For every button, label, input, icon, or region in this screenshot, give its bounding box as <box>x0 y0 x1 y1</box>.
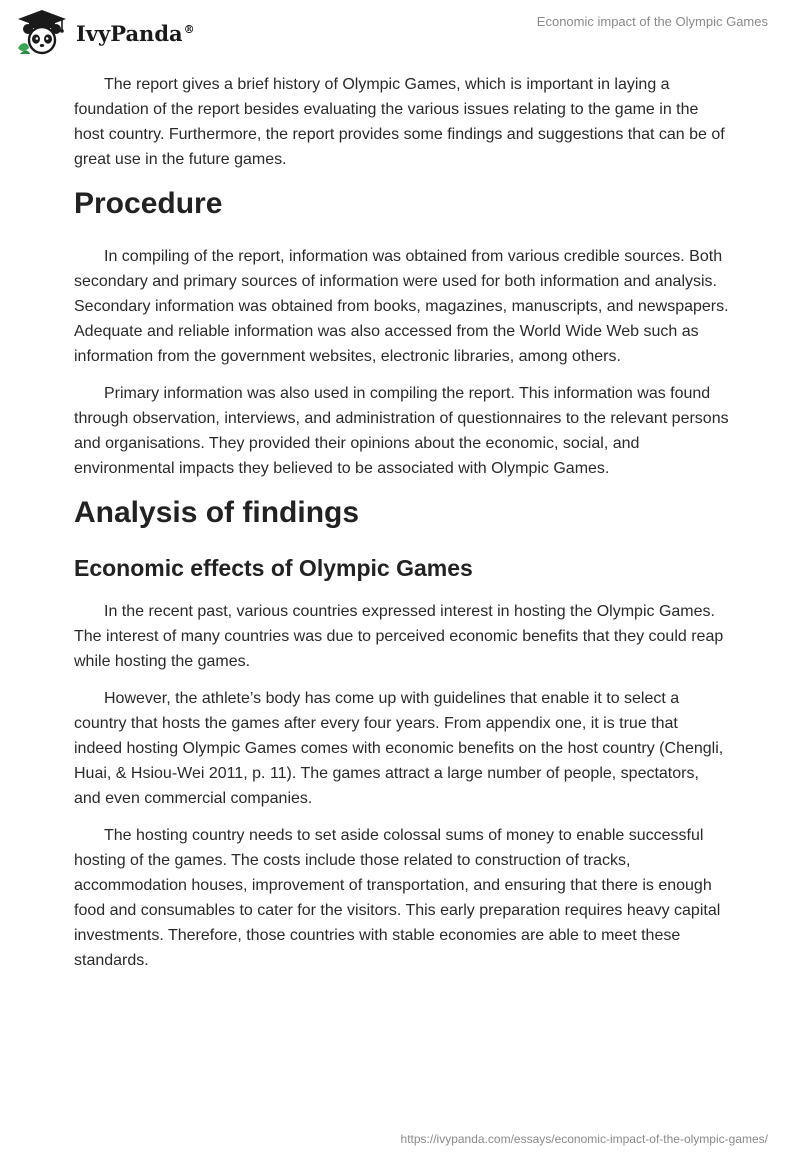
registered-mark: ® <box>183 22 195 36</box>
analysis-paragraph: The hosting country needs to set aside colossal sums of money to enable successful hosting of the games. The costs include those related to construction of tracks, accommodation houses, improvement of transportation, and ensuring that there is enough food and consumables to cater for the visitors. This early preparation requires heavy capital investments. Therefore, those countries with stable economies are able to meet these standards. <box>74 827 721 969</box>
brand-text: IvyPanda <box>76 20 183 46</box>
intro-paragraph: The report gives a brief history of Olympic Games, which is important in laying a foundation of the report besides evaluating the various issues relating to the game in the host country. Furthermore, the report provides some findings and suggestions that can be of great use in the future games. <box>74 76 725 168</box>
procedure-paragraph: Primary information was also used in compiling the report. This information was found through observation, interviews, and administration of questionnaires to the relevant persons and organisations. They provided their opinions about the economic, social, and environmental impacts they believed to be associated with Olympic Games. <box>74 385 729 477</box>
section-heading-procedure: Procedure <box>74 187 223 220</box>
section-heading-analysis: Analysis of findings <box>74 496 360 529</box>
document-title: Economic impact of the Olympic Games <box>536 14 768 29</box>
panda-graduate-icon <box>14 8 70 56</box>
analysis-paragraph: In the recent past, various countries expressed interest in hosting the Olympic Games. The interest of many countries was due to perceived economic benefits that they could reap while hosting the games. <box>74 603 724 670</box>
subsection-heading-economic-effects: Economic effects of Olympic Games <box>74 555 473 581</box>
procedure-paragraph: In compiling of the report, information was obtained from various credible sources. Both secondary and primary sources of information were used for both information and analysis. Secondary information was obtained from books, magazines, manuscripts, and newspapers. Adequate and reliable information was also accessed from the World Wide Web such as information from the government websites, electronic libraries, among others. <box>74 248 729 365</box>
page-header <box>0 0 800 70</box>
brand-logo[interactable] <box>14 8 195 56</box>
source-url-link[interactable]: https://ivypanda.com/essays/economic-impact-of-the-olympic-games/ <box>400 1132 768 1146</box>
essay-content <box>74 72 730 985</box>
brand-name <box>76 21 195 46</box>
analysis-paragraph: However, the athlete’s body has come up with guidelines that enable it to select a country that hosts the games after every four years. From appendix one, it is true that indeed hosting Olympic Games comes with economic benefits on the host country (Chengli, Huai, & Hsiou-Wei 2011, p. 11). The games attract a large number of people, spectators, and even commercial companies. <box>74 690 724 807</box>
